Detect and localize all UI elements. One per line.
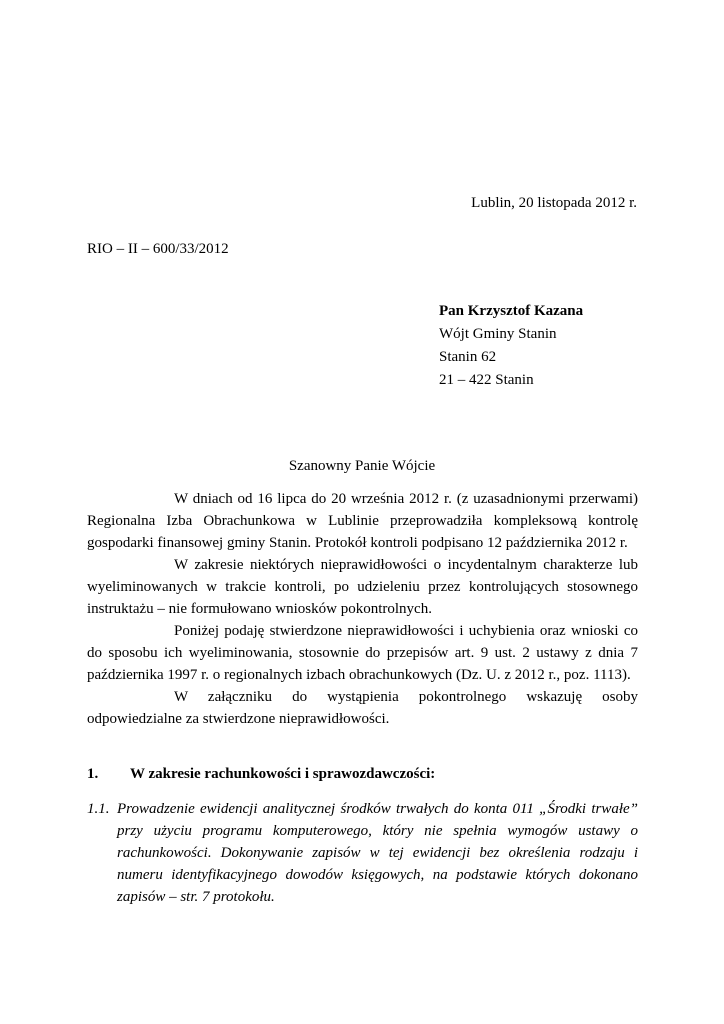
section-heading	[87, 763, 638, 785]
section-number: 1.	[87, 766, 99, 782]
paragraph: W załączniku do wystąpienia pokontrolnego wskazuję osoby odpowiedzialne za stwierdzone nieprawidłowości.	[87, 689, 638, 727]
section-title: W zakresie rachunkowości i sprawozdawczości:	[130, 766, 436, 782]
subsection-item	[87, 798, 638, 908]
subsection-number: 1.1.	[87, 801, 110, 817]
subsection-text: Prowadzenie ewidencji analitycznej środków trwałych do konta 011 „Środki trwałe” przy użyciu programu komputerowego, który nie spełnia wymogów ustawy o rachunkowości. Dokonywanie zapisów w tej ewidencji bez określenia rodzaju i numeru identyfikacyjnego dowodów księgowych, na podstawie których dokonano zapisów – str. 7 protokołu.	[117, 801, 638, 905]
reference-number: RIO – II – 600/33/2012	[87, 241, 229, 257]
letter-body	[87, 488, 638, 730]
addressee-title: Wójt Gminy Stanin	[439, 326, 557, 342]
addressee-name: Pan Krzysztof Kazana	[439, 303, 584, 319]
paragraph: W zakresie niektórych nieprawidłowości o incydentalnym charakterze lub wyeliminowanych w trakcie kontroli, po udzieleniu przez kontrolujących stosownego instruktażu – nie formułowano wniosków pokontrolnych.	[87, 557, 638, 617]
addressee-block	[439, 300, 583, 392]
paragraph: Poniżej podaję stwierdzone nieprawidłowości i uchybienia oraz wnioski co do sposobu ich wyeliminowania, stosownie do przepisów art. 9 ust. 2 ustawy z dnia 7 października 1997 r. o regionalnych izbach obrachunkowych (Dz. U. z 2012 r., poz. 1113).	[87, 623, 638, 683]
addressee-street: Stanin 62	[439, 349, 497, 365]
salutation: Szanowny Panie Wójcie	[288, 458, 436, 474]
place-date: Lublin, 20 listopada 2012 r.	[471, 195, 637, 211]
addressee-postal: 21 – 422 Stanin	[439, 372, 534, 388]
paragraph: W dniach od 16 lipca do 20 września 2012 r. (z uzasadnionymi przerwami) Regionalna Izba Obrachunkowa w Lublinie przeprowadziła kompleksową kontrolę gospodarki finansowej gminy Stanin. Protokół kontroli podpisano 12 października 2012 r.	[87, 491, 638, 551]
